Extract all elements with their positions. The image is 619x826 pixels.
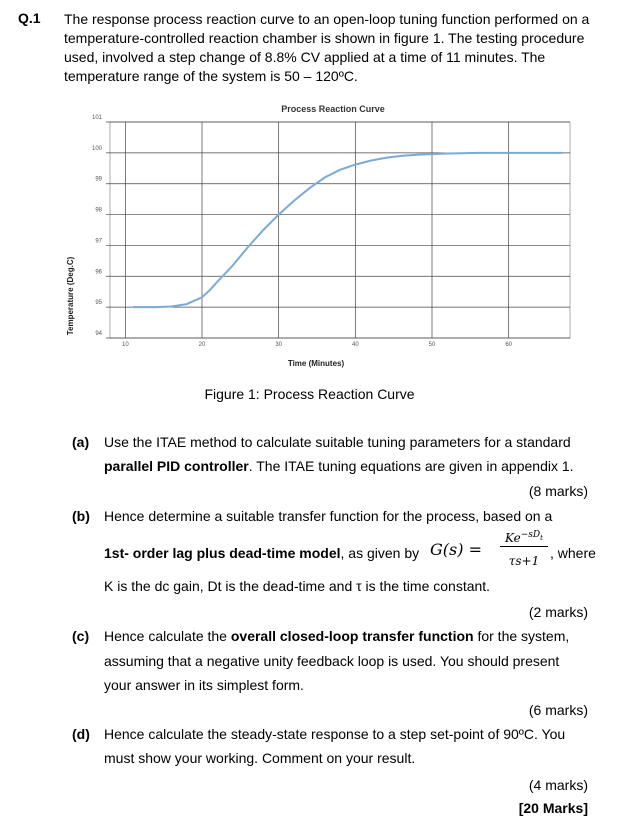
part-c-text-line2: assuming that a negative unity feedback loop is used. You should present (104, 653, 560, 669)
part-b-text-line3: K is the dc gain, Dt is the dead-time and τ is the time constant. (104, 578, 491, 594)
formula-denominator: τs+1 (508, 554, 540, 568)
part-c-post: for the system, (473, 628, 570, 644)
formula-lhs: G(s) = (430, 540, 482, 559)
temperature-series-line (133, 153, 562, 307)
part-b-text-line1: Hence determine a suitable transfer function for the process, based on a (104, 508, 553, 524)
y-tick-label: 100 (91, 145, 102, 152)
part-c-text-line1 (104, 624, 594, 648)
part-a-rest: . The ITAE tuning equations are given in appendix 1. (248, 458, 574, 474)
process-reaction-chart (60, 96, 580, 378)
question-intro: The response process reaction curve to an open-loop tuning function performed on a temperature-controlled reaction chamber is shown in figure 1. The testing procedure used, involved a step change of 8.8% CV applied at a time of 11 minutes. The temperature range of the system is 50 – 120ºC. (64, 11, 590, 84)
y-tick-label: 98 (95, 207, 102, 214)
total-marks: [20 Marks] (518, 800, 588, 816)
y-tick-label: 95 (95, 300, 102, 307)
part-c-marks: (6 marks) (528, 702, 588, 718)
figure-caption: Figure 1: Process Reaction Curve (204, 386, 415, 402)
x-tick-label: 60 (505, 342, 513, 348)
x-tick-label: 40 (351, 342, 359, 348)
x-tick-label: 50 (428, 342, 436, 348)
y-tick-label: 94 (95, 331, 102, 337)
part-b-text-line2 (104, 541, 434, 565)
y-tick-label: 97 (95, 238, 102, 245)
x-axis-label: Time (Minutes) (287, 359, 345, 368)
formula-numerator: $Ke^{-sD_t}$ (500, 530, 548, 547)
y-tick-label: 101 (91, 115, 102, 121)
question-number: Q.1 (18, 10, 41, 26)
part-a-marks: (8 marks) (528, 483, 588, 499)
part-c-letter: (c) (72, 628, 90, 644)
chart-title: Process Reaction Curve (281, 104, 385, 114)
part-d-marks: (4 marks) (528, 777, 588, 793)
part-d-letter: (d) (72, 726, 90, 742)
part-b-rest: , as given by (340, 545, 420, 561)
x-tick-label: 20 (198, 342, 206, 348)
part-a-text-line2 (104, 454, 594, 478)
part-c-text-line3: your answer in its simplest form. (104, 677, 304, 693)
y-tick-label: 96 (95, 269, 102, 276)
part-b-letter: (b) (72, 508, 90, 524)
part-b-bold: 1st- order lag plus dead-time model (104, 545, 341, 561)
part-a-bold: parallel PID controller (104, 458, 249, 474)
x-tick-label: 10 (121, 342, 129, 348)
part-b-where: , where (550, 545, 596, 561)
part-a-letter: (a) (72, 434, 90, 450)
x-tick-label: 30 (275, 342, 283, 348)
y-axis-label: Temperature (Deg.C) (66, 256, 75, 336)
part-a-text-line1: Use the ITAE method to calculate suitable tuning parameters for a standard (104, 434, 571, 450)
y-tick-labels (92, 115, 103, 337)
y-tick-label: 99 (95, 176, 102, 183)
x-tick-labels (122, 342, 513, 348)
part-c-bold: overall closed-loop transfer function (230, 628, 474, 644)
part-c-pre: Hence calculate the (104, 628, 231, 644)
part-d-text-line1: Hence calculate the steady-state response to a step set-point of 90ºC. You (104, 726, 566, 742)
part-d-text-line2: must show your working. Comment on your result. (104, 750, 416, 766)
part-b-marks: (2 marks) (528, 604, 588, 620)
